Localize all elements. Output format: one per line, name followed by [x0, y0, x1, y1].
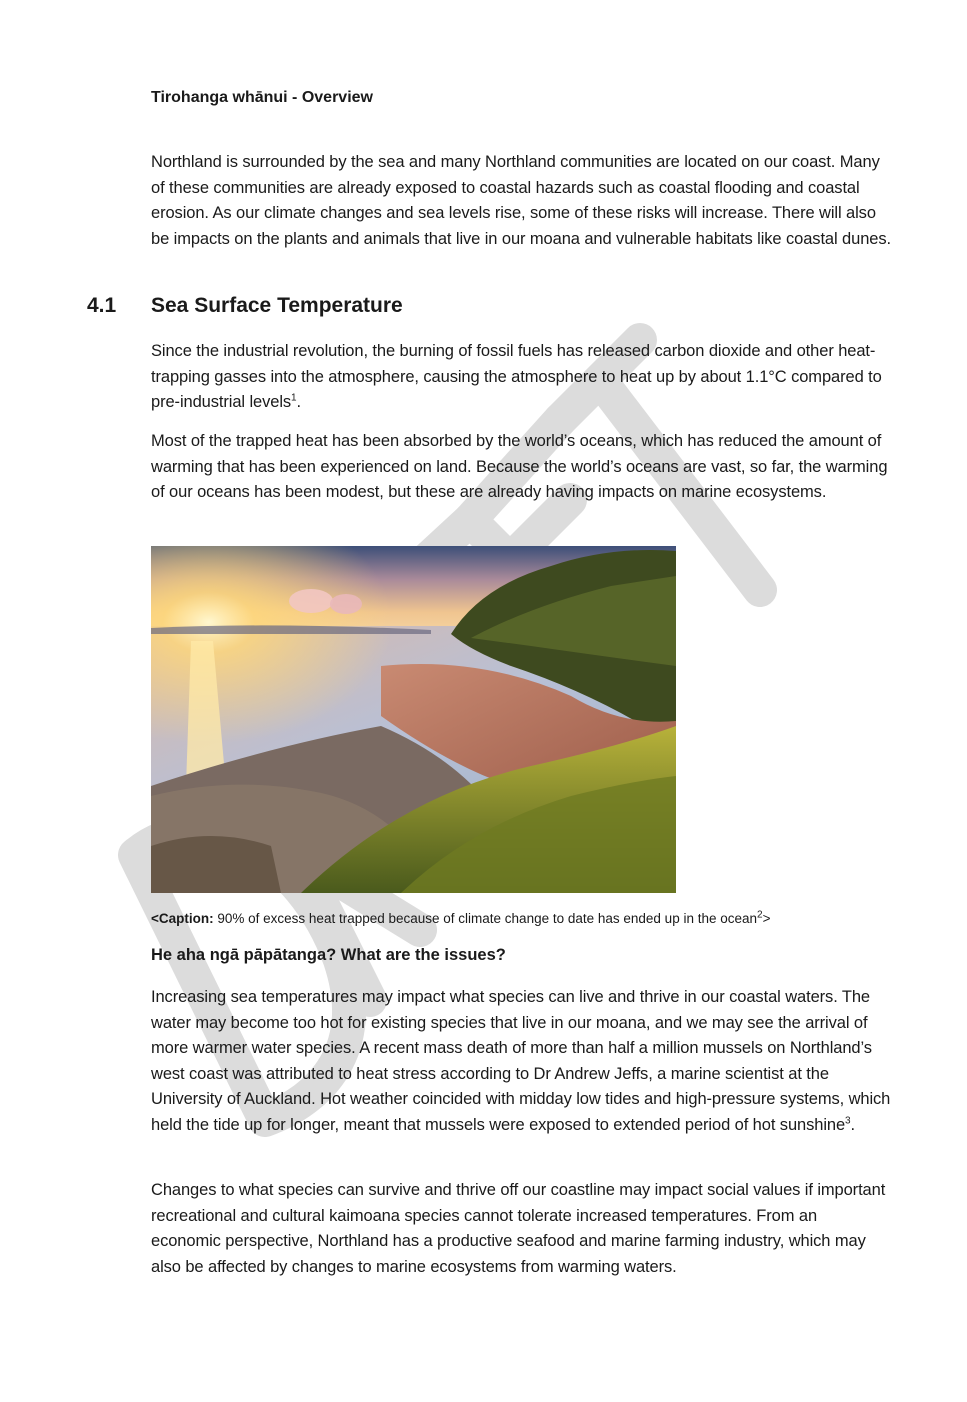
section-title: Sea Surface Temperature: [151, 294, 403, 317]
footnote-ref-3[interactable]: 3: [845, 1115, 851, 1127]
coastal-sunset-photo: [151, 546, 676, 893]
issues-heading: He aha ngā pāpātanga? What are the issues?: [151, 946, 506, 964]
caption-text: 90% of excess heat trapped because of climate change to date has ended up in the ocean: [213, 911, 758, 926]
overview-kicker: Tirohanga whānui - Overview: [151, 89, 373, 106]
footnote-ref-1[interactable]: 1: [291, 392, 297, 404]
overview-paragraph: Northland is surrounded by the sea and many Northland communities are located on our coast. Many of these communities are already exposed to coastal hazards such as coastal flooding and coastal erosion. As our climate changes and sea levels rise, some of these risks will increase. There will also be impacts on the plants and animals that live in our moana and vulnerable habitats like coastal dunes.: [151, 153, 891, 248]
issues-paragraph-2: Changes to what species can survive and thrive off our coastline may impact social values if important recreational and cultural kaimoana species cannot tolerate increased temperatures. From an economic perspective, Northland has a productive seafood and marine farming industry, which may also be affected by changes to marine ecosystems from warming waters.: [151, 1181, 886, 1276]
section-paragraph-2: Most of the trapped heat has been absorbed by the world’s oceans, which has reduced the amount of warming that has been experienced on land. Because the world’s oceans are vast, so far, the warming of our oceans has been modest, but these are already having impacts on marine ecosystems.: [151, 432, 888, 502]
footnote-ref-2[interactable]: 2: [757, 909, 763, 921]
issues-paragraph-1-end: .: [850, 1115, 855, 1134]
section-paragraph-1-text: Since the industrial revolution, the burning of fossil fuels has released carbon dioxide and other heat-trapping gasses into the atmosphere, causing the atmosphere to heat up by about 1.1°C compared to pre-industrial levels: [151, 342, 882, 412]
section-paragraph-1-end: .: [296, 393, 301, 412]
issues-paragraph-1: [151, 985, 891, 1139]
issues-paragraph-1-text: Increasing sea temperatures may impact what species can live and thrive in our coastal waters. The water may become too hot for existing species that live in our moana, and we may see the arrival of more warmer water species. A recent mass death of more than half a million mussels on Northland’s west coast was attributed to heat stress according to Dr Andrew Jeffs, a marine scientist at the University of Auckland. Hot weather coincided with midday low tides and high-pressure systems, which held the tide up for longer, meant that mussels were exposed to extended period of hot sunshine: [151, 988, 891, 1134]
section-number: 4.1: [87, 294, 117, 317]
caption-end: >: [762, 911, 771, 926]
section-paragraph-1: [151, 339, 891, 416]
caption-label: <Caption:: [151, 911, 214, 926]
figure-caption: [151, 911, 891, 926]
